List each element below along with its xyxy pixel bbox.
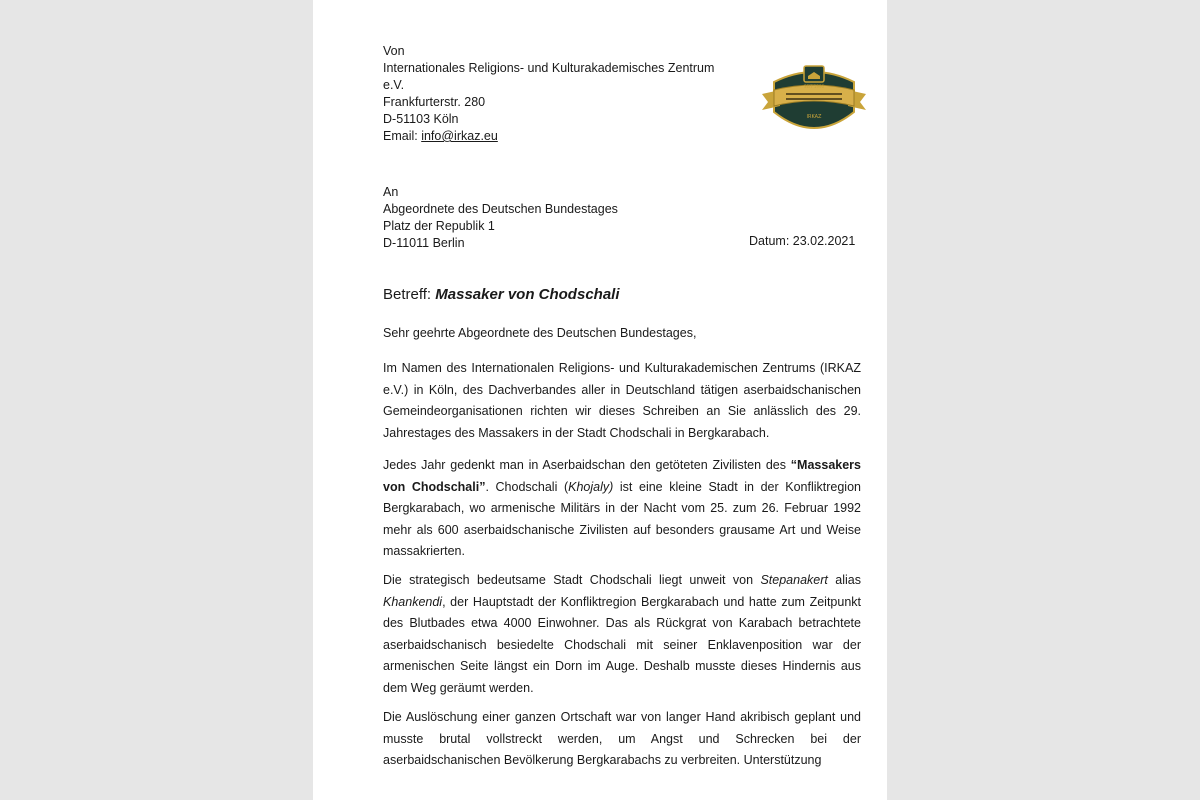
- logo-bottom-text: IRKAZ: [806, 114, 822, 120]
- paragraph-3: [383, 570, 861, 699]
- paragraph-1: Im Namen des Internationalen Religions- und Kulturakademischen Zentrums (IRKAZ e.V.) in Köln, des Dachverbandes aller in Deutschland tätigen aserbaidschanischen Gemeindeorganisationen richten wir dieses Schreiben an Sie anlässlich des 29. Jahrestages des Massakers in der Stadt Chodschali in Bergkarabach.: [383, 361, 861, 440]
- salutation: Sehr geehrte Abgeordnete des Deutschen Bundestages,: [383, 326, 697, 340]
- logo-top-text: SEIT 1996: [803, 84, 825, 89]
- p3-text-c: , der Hauptstadt der Konfliktregion Bergkarabach und hatte zum Zeitpunkt des Blutbades etwa 4000 Einwohner. Das als Rückgrat von Karabach betrachtete aserbaidschanisch besiedelte Chodschali mit seiner Enklavenposition war der armenischen Seite längst ein Dorn im Auge. Deshalb musste dieses Hindernis aus dem Weg geräumt werden.: [383, 594, 861, 695]
- p3-text-a: Die strategisch bedeutsame Stadt Chodschali liegt unweit von: [383, 573, 761, 587]
- recipient-line1: Abgeordnete des Deutschen Bundestages: [383, 202, 618, 216]
- sender-street: Frankfurterstr. 280: [383, 95, 486, 109]
- sender-city: D-51103 Köln: [383, 112, 459, 126]
- subject-line: [383, 286, 620, 303]
- letter-page: [313, 0, 887, 800]
- sender-label: Von: [383, 44, 405, 58]
- paragraph-2: [383, 455, 861, 563]
- paragraph-4: Die Auslöschung einer ganzen Ortschaft war von langer Hand akribisch geplant und musste brutal vollstreckt werden, um Angst und Schrecken bei der aserbaidschanischen Bevölkerung Bergkarabachs zu verbreiten. Unterstützung: [383, 710, 861, 767]
- sender-org-line1: Internationales Religions- und Kulturakademisches Zentrum: [383, 61, 715, 75]
- p2-text-a: Jedes Jahr gedenkt man in Aserbaidschan den getöteten Zivilisten des: [383, 458, 791, 472]
- subject-title: Massaker von Chodschali: [435, 286, 620, 303]
- p3-italic-1: Stepanakert: [760, 573, 828, 587]
- p2-text-b: . Chodschali (: [485, 479, 569, 494]
- recipient-label: An: [383, 185, 399, 199]
- p2-text-c: ist eine kleine Stadt in der Konfliktregion Bergkarabach, wo armenische Militärs in der Nacht vom 25. zum 26. Februar 1992 mehr als 600 aserbaidschanische Zivilisten auf besonders grausame Art und Weise massakrierten.: [383, 479, 861, 558]
- p2-italic: Khojaly): [568, 479, 614, 494]
- subject-label: Betreff:: [383, 286, 436, 303]
- irkaz-logo: [760, 52, 868, 144]
- recipient-line2: Platz der Republik 1: [383, 219, 495, 233]
- recipient-line3: D-11011 Berlin: [383, 236, 465, 250]
- p3-text-b: alias: [827, 573, 862, 587]
- letter-date: Datum: 23.02.2021: [749, 234, 856, 248]
- sender-org-line2: e.V.: [383, 78, 405, 92]
- p2-bold: “Massakers von Chodschali”: [383, 458, 861, 494]
- p3-italic-2: Khankendi: [383, 594, 443, 609]
- sender-email-label: Email:: [383, 129, 422, 143]
- sender-email-link[interactable]: info@irkaz.eu: [421, 129, 498, 143]
